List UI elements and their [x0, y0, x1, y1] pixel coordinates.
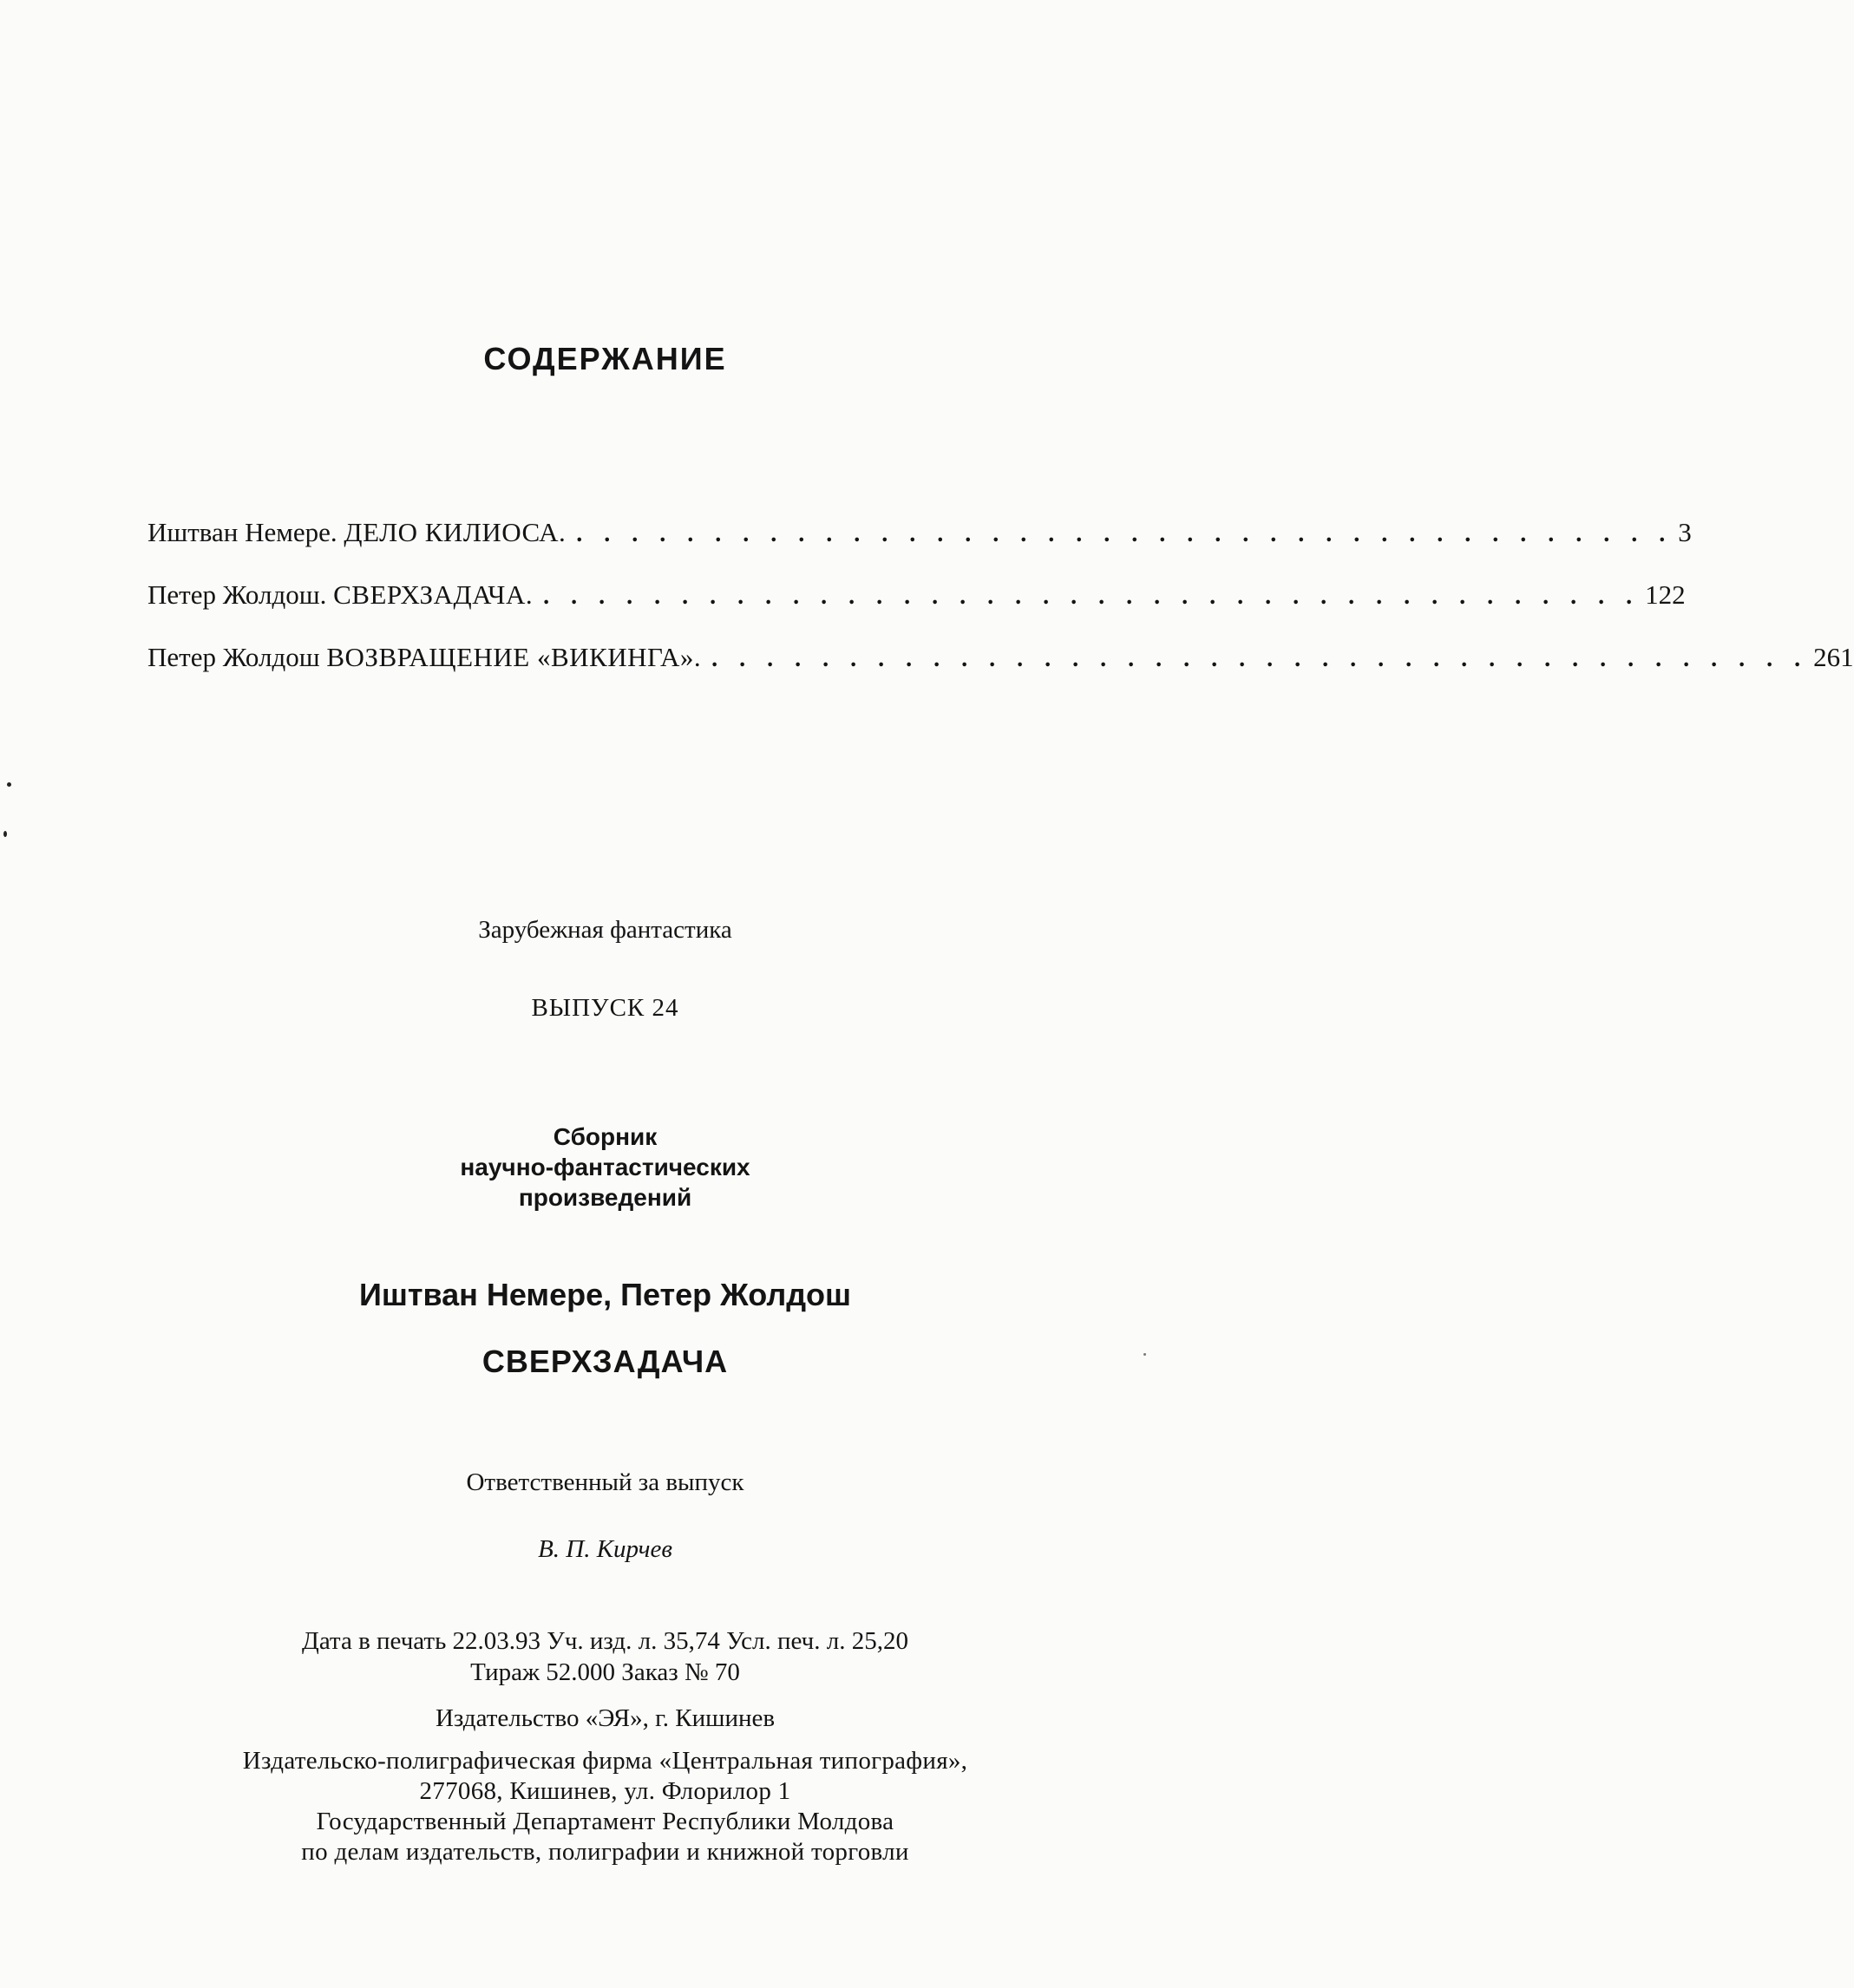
collection-line: Сборник: [553, 1123, 658, 1150]
print-data: [0, 1625, 1210, 1688]
toc-entry-author: Петер Жолдош.: [147, 579, 327, 610]
toc-leader-dots: . . . . . . . . . . . . . . . . . . . . . . . . . . . . . . . . . . . . . . . .: [543, 583, 1641, 610]
toc-entry-title: ВОЗВРАЩЕНИЕ «ВИКИНГА».: [326, 642, 702, 672]
scan-speck: [1143, 1353, 1146, 1356]
contents-heading: СОДЕРЖАНИЕ: [483, 341, 727, 376]
scan-speck: [7, 782, 11, 787]
table-of-contents: [147, 517, 1854, 704]
printing-line: Государственный Департамент Республики Молдова: [316, 1808, 894, 1835]
toc-entry-title: СВЕРХЗАДАЧА.: [333, 579, 534, 610]
toc-entry[interactable]: [147, 579, 1686, 642]
print-data-line: Дата в печать 22.03.93 Уч. изд. л. 35,74 Усл. печ. л. 25,20: [302, 1627, 908, 1655]
collection-line: научно-фантастических: [460, 1154, 750, 1180]
printing-line: Издательско-полиграфическая фирма «Центральная типография»,: [242, 1747, 968, 1775]
print-data-line: Тираж 52.000 Заказ № 70: [470, 1658, 740, 1686]
book-authors: Иштван Немере, Петер Жолдош: [358, 1277, 852, 1312]
printing-line: по делам издательств, полиграфии и книжной торговли: [301, 1838, 909, 1866]
toc-leader-dots: . . . . . . . . . . . . . . . . . . . . . . . . . . . . . . . . . . . . . . . .: [711, 645, 1809, 672]
toc-entry-author: Петер Жолдош: [147, 642, 320, 672]
responsible-label: Ответственный за выпуск: [466, 1468, 744, 1496]
toc-entry-author: Иштван Немере.: [147, 517, 337, 547]
book-title: СВЕРХЗАДАЧА: [482, 1344, 729, 1379]
toc-entry[interactable]: [147, 517, 1692, 579]
scan-speck: [3, 831, 7, 837]
printing-line: 277068, Кишинев, ул. Флорилор 1: [419, 1777, 791, 1805]
series-name: Зарубежная фантастика: [478, 916, 732, 944]
printing-house: [0, 1746, 1210, 1867]
toc-entry-page: 3: [1678, 517, 1692, 547]
toc-entry-title: ДЕЛО КИЛИОСА.: [344, 517, 567, 547]
toc-entry[interactable]: [147, 642, 1854, 704]
issue-number: ВЫПУСК 24: [531, 994, 679, 1022]
publisher: Издательство «ЭЯ», г. Кишинев: [435, 1704, 776, 1732]
collection-description: [0, 1122, 1210, 1213]
toc-entry-page: 122: [1645, 579, 1686, 610]
toc-entry-page: 261: [1813, 642, 1854, 672]
responsible-name: В. П. Кирчев: [538, 1535, 672, 1563]
collection-line: произведений: [518, 1184, 692, 1211]
toc-leader-dots: . . . . . . . . . . . . . . . . . . . . . . . . . . . . . . . . . . . . . . . .: [576, 520, 1674, 547]
